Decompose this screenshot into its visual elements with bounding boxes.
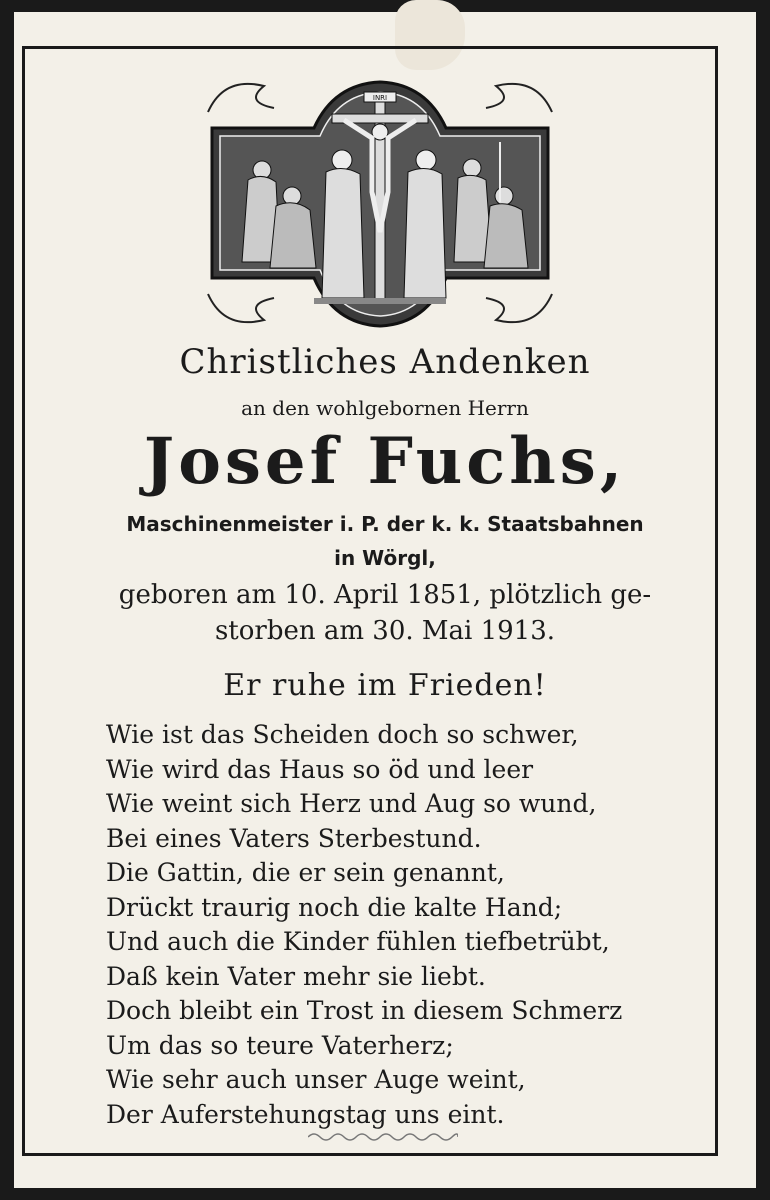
poem-line: Daß kein Vater mehr sie liebt. bbox=[106, 961, 486, 991]
deceased-place: in Wörgl, bbox=[334, 546, 436, 570]
poem-line: Drückt traurig noch die kalte Hand; bbox=[106, 892, 563, 922]
poem-line: Doch bleibt ein Trost in diesem Schmerz bbox=[106, 996, 623, 1025]
poem-line: Die Gattin, die er sein genannt, bbox=[106, 858, 505, 887]
deceased-name: Josef Fuchs, bbox=[143, 424, 627, 499]
crucifixion-engraving-icon bbox=[204, 72, 556, 334]
dates-line-2: storben am 30. Mai 1913. bbox=[214, 616, 556, 646]
poem-line: Bei eines Vaters Sterbestund. bbox=[106, 823, 482, 853]
cross-inscription: INRI bbox=[372, 94, 388, 102]
card-title: Christliches Andenken bbox=[179, 342, 591, 382]
poem-line: Und auch die Kinder fühlen tiefbetrübt, bbox=[106, 927, 610, 956]
poem-line: Der Auferstehungstag uns eint. bbox=[106, 1099, 505, 1129]
dates-line-1: geboren am 10. April 1851, plötzlich ge- bbox=[118, 580, 652, 610]
poem-line: Wie wird das Haus so öd und leer bbox=[106, 754, 534, 784]
card-subtitle: an den wohlgebornen Herrn bbox=[241, 396, 529, 420]
poem-line: Wie ist das Scheiden doch so schwer, bbox=[106, 720, 579, 749]
poem-line: Wie sehr auch unser Auge weint, bbox=[106, 1065, 526, 1094]
poem-line: Wie weint sich Herz und Aug so wund, bbox=[106, 789, 597, 818]
memorial-poem bbox=[106, 718, 706, 1132]
poem-line: Um das so teure Vaterherz; bbox=[106, 1030, 454, 1060]
rest-in-peace-line: Er ruhe im Frieden! bbox=[223, 668, 547, 703]
wavy-ornament-icon bbox=[308, 1130, 458, 1144]
deceased-occupation: Maschinenmeister i. P. der k. k. Staatsbahnen bbox=[126, 512, 644, 536]
